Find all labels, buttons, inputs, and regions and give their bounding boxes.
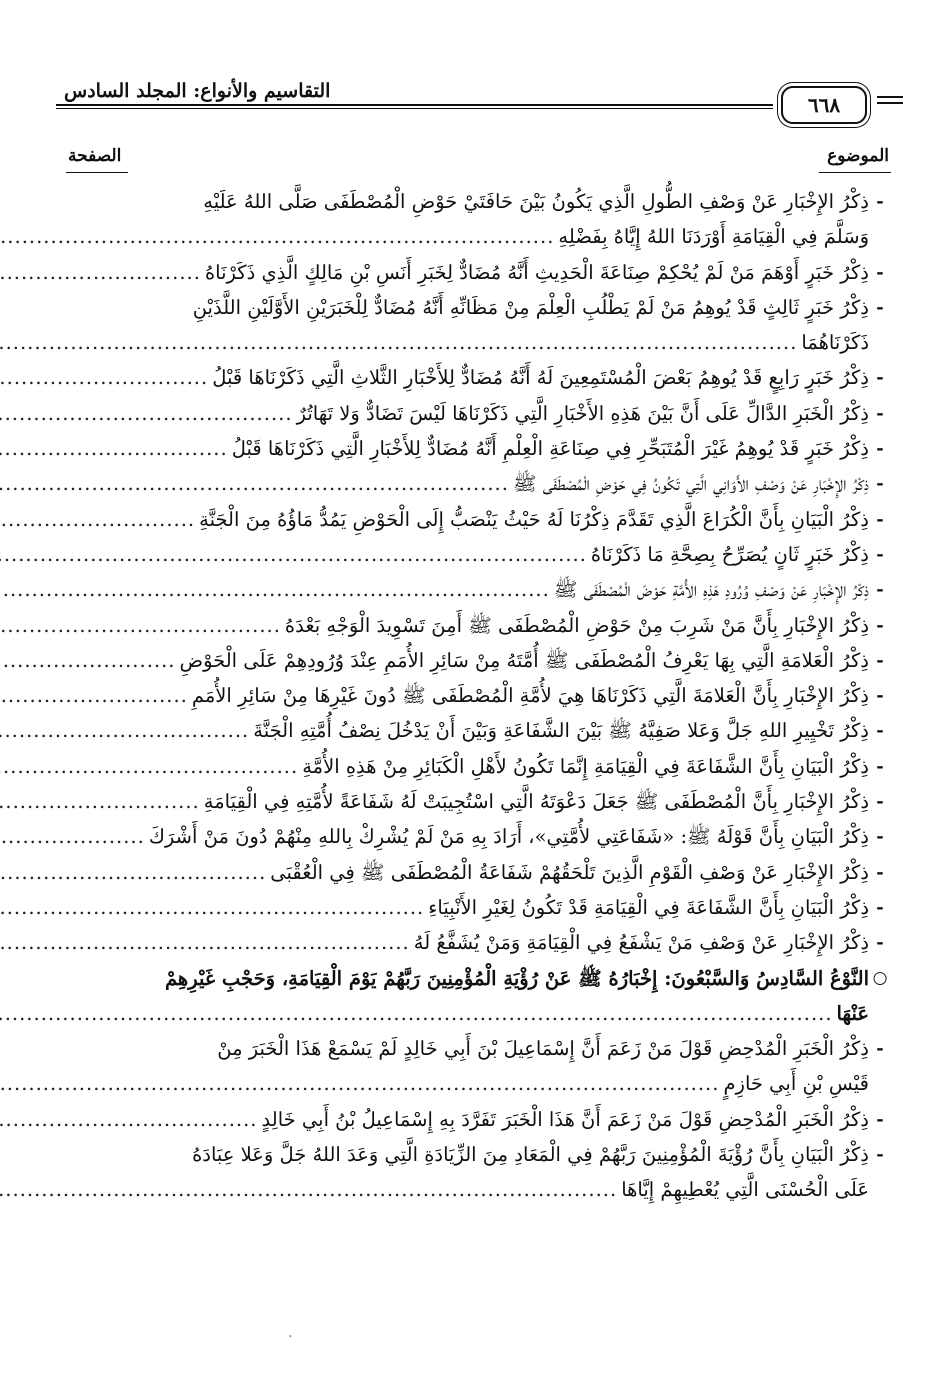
dash-bullet-icon: - bbox=[876, 1144, 884, 1166]
entry-text: ذِكْرُ الْبَيَانِ بِأَنَّ الشَّفَاعَةَ فِي الْقِيَامَةِ قَدْ تَكُونُ لِغَيْرِ الأَنْبِيَاءِ bbox=[428, 895, 869, 919]
entry-line bbox=[62, 431, 869, 466]
leader-dots bbox=[0, 855, 266, 890]
entry-line bbox=[62, 1031, 869, 1066]
subject-label-underline bbox=[819, 172, 891, 173]
entry-line bbox=[62, 855, 869, 890]
entry-line bbox=[62, 1102, 869, 1137]
entry-line bbox=[62, 890, 869, 925]
entry-line bbox=[62, 784, 869, 819]
entry-line bbox=[62, 925, 869, 960]
leader-dots bbox=[0, 219, 554, 254]
header-title: التقاسيم والأنواع: المجلد السادس bbox=[64, 80, 331, 102]
entry-line bbox=[62, 713, 869, 748]
entry-text: ذِكْرُ الْبَيَانِ بِأَنَّ الشَّفَاعَةَ فِي الْقِيَامَةِ إِنَّمَا تَكُونُ لأَهْلِ الْكَبَائِرِ مِنْ هَذِهِ الأُمَّةِ bbox=[302, 754, 869, 778]
leader-dots bbox=[0, 996, 833, 1031]
entry-text: قَيْسِ بْنِ أَبِي حَازِمٍ bbox=[723, 1072, 869, 1096]
list-item bbox=[62, 466, 891, 501]
entry-text: ذِكْرُ خَبَرٍ رَابِعٍ قَدْ يُوهِمُ بَعْضَ الْمُسْتَمِعِينَ لَهُ أَنَّهُ مُضَادٌّ لِلأَخْبَارِ الثَّلاثِ الَّتِي ذَكَرْنَاهَا قَبْلُ bbox=[212, 366, 869, 390]
dash-bullet-icon: - bbox=[876, 579, 884, 601]
leader-dots bbox=[0, 1102, 258, 1137]
entry-line bbox=[62, 325, 869, 360]
list-item bbox=[62, 1137, 891, 1208]
entry-line bbox=[62, 396, 869, 431]
dash-bullet-icon: - bbox=[876, 367, 884, 389]
dash-bullet-icon: - bbox=[876, 296, 884, 318]
entry-text: عَنْهَا bbox=[836, 1001, 869, 1025]
entry-text: النَّوْعُ السَّادِسُ وَالسَّبْعُونَ: إِخْبَارُهُ ﷺ عَنْ رُؤْيَةِ الْمُؤْمِنِينَ رَبَّهُمْ يَوْمَ الْقِيَامَةِ، وَحَجْبِ غَيْرِهِمْ bbox=[164, 966, 869, 990]
list-item bbox=[62, 1102, 891, 1137]
list-item bbox=[62, 643, 891, 678]
leader-dots bbox=[0, 784, 200, 819]
leader-dots bbox=[0, 431, 228, 466]
entry-text: ذِكْرُ الْبَيَانِ بِأَنَّ رُؤْيَةَ الْمُؤْمِنِينَ رَبَّهُمْ فِي الْمَعَادِ مِنَ الزِّيَادَةِ الَّتِي وَعَدَ اللهُ جَلَّ وَعَلا عِبَادَهُ bbox=[192, 1143, 869, 1167]
list-item bbox=[62, 784, 891, 819]
leader-dots bbox=[0, 713, 249, 748]
dash-bullet-icon: - bbox=[876, 402, 884, 424]
entry-line bbox=[62, 572, 869, 607]
header-rule bbox=[56, 108, 773, 109]
entry-text: عَلَى الْحُسْنَى الَّتِي يُعْطِيهِمْ إِيَّاهَا bbox=[621, 1178, 869, 1202]
leader-dots bbox=[0, 396, 293, 431]
list-item bbox=[62, 396, 891, 431]
entry-text: ذِكْرُ الْخَبَرِ الدَّالِّ عَلَى أَنَّ بَيْنَ هَذِهِ الأَخْبَارِ الَّتِي ذَكَرْنَاهَا لَيْسَ تَضَادٌّ وَلا تَهَاتُرٌ bbox=[296, 401, 869, 425]
dash-bullet-icon: - bbox=[876, 791, 884, 813]
leader-dots bbox=[0, 325, 797, 360]
entry-text: ذِكْرُ الإِخْبَارِ عَنْ وَصْفِ الطُّولِ الَّذِي يَكُونُ بَيْنَ حَافَتَيْ حَوْضِ الْمُصْطَفَى صَلَّى اللهُ عَلَيْهِ bbox=[203, 190, 869, 213]
entry-line bbox=[62, 502, 869, 537]
page-column-label: الصفحة bbox=[68, 146, 122, 166]
entry-line bbox=[62, 255, 869, 290]
entry-text: وَسَلَّمَ فِي الْقِيَامَةِ أَوْرَدَنَا اللهُ إِيَّاهُ بِفَضْلِهِ bbox=[558, 225, 869, 249]
entry-line bbox=[62, 537, 869, 572]
dash-bullet-icon: - bbox=[876, 543, 884, 565]
dash-bullet-icon: - bbox=[876, 685, 884, 707]
leader-dots bbox=[0, 572, 550, 607]
dash-bullet-icon: - bbox=[876, 649, 884, 671]
list-item bbox=[62, 890, 891, 925]
entry-line bbox=[62, 1066, 869, 1101]
list-item bbox=[62, 572, 891, 607]
entry-text: ذِكْرُ الإِخْبَارِ عَنْ وَصْفِ مَنْ يَشْفَعُ فِي الْقِيَامَةِ وَمَنْ يُشَفَّعُ لَهُ bbox=[413, 931, 869, 955]
leader-dots bbox=[0, 502, 195, 537]
entry-line bbox=[62, 466, 869, 501]
section-heading bbox=[62, 961, 891, 1032]
entry-text: ذِكْرُ الْعَلامَةِ الَّتِي بِهَا يَعْرِفُ الْمُصْطَفَى ﷺ أُمَّتَهُ مِنْ سَائِرِ الأُمَمِ عِنْدَ وُرُودِهِمْ عَلَى الْحَوْضِ bbox=[179, 648, 869, 672]
entry-text: ذِكْرُ خَبَرٍ أَوْهَمَ مَنْ لَمْ يُحْكِمْ صِنَاعَةَ الْحَدِيثِ أَنَّهُ مُضَادٌّ لِخَبَرِ أَنَسِ بْنِ مَالِكٍ الَّذِي ذَكَرْنَاهُ bbox=[204, 260, 869, 284]
list-item bbox=[62, 749, 891, 784]
leader-dots bbox=[0, 643, 176, 678]
leader-dots bbox=[0, 466, 509, 501]
entry-line bbox=[62, 749, 869, 784]
list-item bbox=[62, 431, 891, 466]
entry-text: ذِكْرُ الإِخْبَارِ عَنْ وَصْفِ الْقَوْمِ الَّذِينَ تَلْحَقُهُمْ شَفَاعَةُ الْمُصْطَفَى ﷺ فِي الْعُقْبَى bbox=[270, 860, 869, 884]
list-item bbox=[62, 678, 891, 713]
entry-text: ذِكْرُ تَخْيِيرِ اللهِ جَلَّ وَعَلا صَفِيَّهُ ﷺ بَيْنَ الشَّفَاعَةِ وَبَيْنَ أَنْ يَدْخُلَ نِصْفُ أُمَّتِهِ الْجَنَّةَ bbox=[253, 719, 869, 743]
entry-line bbox=[62, 961, 869, 996]
subject-column-label: الموضوع bbox=[827, 146, 889, 166]
list-item bbox=[62, 819, 891, 854]
entry-text: ذِكْرُ خَبَرٍ ثَالِثٍ قَدْ يُوهِمُ مَنْ لَمْ يَطْلُبِ الْعِلْمَ مِنْ مَظَانِّهِ أَنَّهُ مُضَادٌّ لِلْخَبَرَيْنِ الأَوَّلَيْنِ اللَّذَيْنِ bbox=[192, 295, 869, 319]
entry-text: ذِكْرُ الْبَيَانِ بِأَنَّ الْكُرَاعَ الَّذِي تَقَدَّمَ ذِكْرُنَا لَهُ حَيْثُ يَنْصَبُّ إِلَى الْحَوْضِ يَمُدُّ مَاؤُهُ مِنَ الْجَنَّةِ bbox=[199, 507, 869, 531]
list-item bbox=[62, 925, 891, 960]
leader-dots bbox=[0, 360, 208, 395]
leader-dots bbox=[0, 890, 424, 925]
running-header bbox=[56, 70, 903, 126]
list-item bbox=[62, 855, 891, 890]
leader-dots bbox=[0, 819, 145, 854]
dash-bullet-icon: - bbox=[876, 191, 884, 212]
entry-text: ذِكْرُ الْخَبَرِ الْمُدْحِضِ قَوْلَ مَنْ زَعَمَ أَنَّ هَذَا الْخَبَرَ تَفَرَّدَ بِهِ إِسْمَاعِيلُ بْنُ أَبِي خَالِدٍ bbox=[261, 1107, 869, 1131]
entry-text: ذِكْرُ الْبَيَانِ بِأَنَّ قَوْلَهُ ﷺ: «شَفَاعَتِي لأُمَّتِي»، أَرَادَ بِهِ مَنْ لَمْ يُشْرِكْ بِاللهِ مِنْهُمْ دُونَ مَنْ أَشْرَكَ bbox=[148, 825, 869, 849]
leader-dots bbox=[0, 678, 188, 713]
entry-text: ذِكْرُ خَبَرٍ قَدْ يُوهِمُ غَيْرَ الْمُتَبَحِّرِ فِي صِنَاعَةِ الْعِلْمِ أَنَّهُ مُضَادٌّ لِلأَخْبَارِ الَّتِي ذَكَرْنَاهَا قَبْلُ bbox=[231, 437, 869, 461]
entry-line bbox=[62, 996, 869, 1031]
leader-dots bbox=[0, 925, 410, 960]
leader-dots bbox=[0, 255, 201, 290]
header-rule bbox=[56, 104, 773, 106]
leader-dots bbox=[0, 1066, 719, 1101]
leader-dots bbox=[0, 608, 281, 643]
entry-line bbox=[62, 643, 869, 678]
entry-line bbox=[62, 290, 869, 325]
dash-bullet-icon: - bbox=[876, 473, 884, 495]
list-item bbox=[62, 360, 891, 395]
dash-bullet-icon: - bbox=[876, 438, 884, 460]
entry-line bbox=[62, 1137, 869, 1172]
entry-line bbox=[62, 1172, 869, 1207]
leader-dots bbox=[0, 537, 587, 572]
entry-line bbox=[62, 219, 869, 254]
dash-bullet-icon: - bbox=[876, 1038, 884, 1060]
table-of-contents bbox=[62, 184, 891, 1208]
dash-bullet-icon: - bbox=[876, 755, 884, 777]
entry-line bbox=[62, 608, 869, 643]
dash-bullet-icon: - bbox=[876, 508, 884, 530]
list-item bbox=[62, 608, 891, 643]
entry-text: ذِكْرُ الإِخْبَارِ بِأَنَّ الْمُصْطَفَى ﷺ جَعَلَ دَعْوَتَهُ الَّتِي اسْتُجِيبَتْ لَهُ شَفَاعَةً لأُمَّتِهِ فِي الْقِيَامَةِ bbox=[203, 790, 869, 814]
entry-line bbox=[62, 360, 869, 395]
page-number bbox=[781, 86, 867, 124]
entry-text: ذِكْرُ خَبَرٍ ثَانٍ يُصَرِّحُ بِصِحَّةِ مَا ذَكَرْنَاهُ bbox=[590, 542, 869, 566]
list-item bbox=[62, 713, 891, 748]
list-item bbox=[62, 502, 891, 537]
dash-bullet-icon: - bbox=[876, 932, 884, 954]
dash-bullet-icon: - bbox=[876, 720, 884, 742]
entry-line bbox=[62, 819, 869, 854]
entry-line bbox=[62, 678, 869, 713]
dash-bullet-icon: - bbox=[876, 1108, 884, 1130]
entry-text: ذَكَرْنَاهُمَا bbox=[801, 331, 869, 355]
list-item bbox=[62, 184, 891, 255]
entry-line bbox=[62, 184, 869, 219]
dash-bullet-icon: - bbox=[876, 861, 884, 883]
dash-bullet-icon: - bbox=[876, 896, 884, 918]
list-item bbox=[62, 1031, 891, 1102]
dash-bullet-icon: - bbox=[876, 261, 884, 283]
entry-text: ذِكْرُ الْخَبَرِ الْمُدْحِضِ قَوْلَ مَنْ زَعَمَ أَنَّ إِسْمَاعِيلَ بْنَ أَبِي خَالِدٍ لَمْ يَسْمَعْ هَذَا الْخَبَرَ مِنْ bbox=[217, 1037, 869, 1061]
entry-text: ذِكْرُ الإِخْبَارِ عَنْ وَصْفِ وُرُودِ هَذِهِ الأُمَّةِ حَوْضَ الْمُصْطَفَى ﷺ bbox=[553, 578, 869, 602]
leader-dots bbox=[0, 1172, 617, 1207]
page-number-text: ٦٦٨ bbox=[807, 93, 841, 117]
header-ornament bbox=[877, 102, 903, 104]
circle-bullet-icon: ○ bbox=[872, 967, 888, 988]
list-item bbox=[62, 537, 891, 572]
dash-bullet-icon: - bbox=[876, 826, 884, 848]
entry-text: ذِكْرُ الإِخْبَارِ عَنْ وَصْفِ الأَوَانِي الَّتِي تَكُونُ فِي حَوْضِ الْمُصْطَفَى ﷺ bbox=[512, 472, 869, 496]
leader-dots bbox=[0, 749, 298, 784]
dash-bullet-icon: - bbox=[876, 614, 884, 636]
list-item bbox=[62, 290, 891, 361]
entry-text: ذِكْرُ الإِخْبَارِ بِأَنَّ الْعَلامَةَ الَّتِي ذَكَرْنَاهَا هِيَ لأُمَّةِ الْمُصْطَفَى ﷺ دُونَ غَيْرِهَا مِنْ سَائِرِ الأُمَمِ bbox=[191, 684, 869, 708]
list-item bbox=[62, 255, 891, 290]
header-ornament bbox=[877, 96, 903, 98]
entry-text: ذِكْرُ الإِخْبَارِ بِأَنَّ مَنْ شَرِبَ مِنْ حَوْضِ الْمُصْطَفَى ﷺ أَمِنَ تَسْوِيدَ الْوَجْهِ بَعْدَهُ bbox=[284, 613, 869, 637]
page-label-underline bbox=[66, 172, 128, 173]
